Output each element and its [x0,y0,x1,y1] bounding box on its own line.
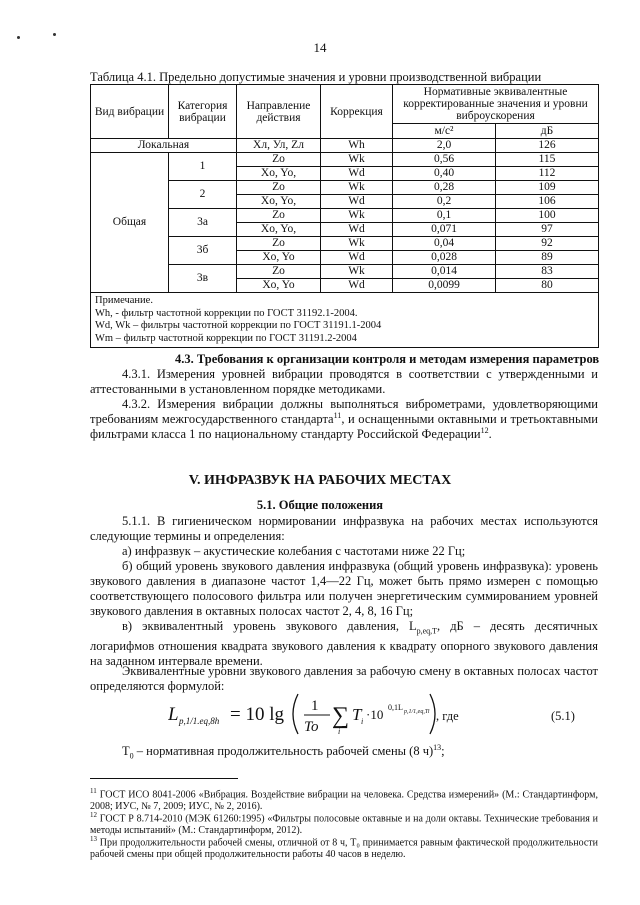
t0-pre: T [122,744,130,758]
svg-text:1: 1 [311,698,319,714]
svg-text:i: i [361,717,364,726]
footnote-13 [90,833,598,861]
scan-speck [53,33,56,36]
cell-correction: Wd [321,195,393,209]
svg-text:To: To [304,719,319,735]
page-number: 14 [313,40,327,55]
formula-suffix: , где [436,709,459,723]
cell-direction: Zo [237,209,321,223]
cell-db: 92 [496,237,599,251]
section-4-3-heading: 4.3. Требования к организации контроля и методам измерения параметров [175,352,600,366]
svg-text:p,1/1,eq,Ti: p,1/1,eq,Ti [404,709,430,715]
cell-ms: 0,028 [393,251,496,265]
svg-text:L: L [168,704,179,725]
footnote-separator [90,778,238,779]
cell-db: 97 [496,223,599,237]
note-line: Wh, - фильтр частотной коррекции по ГОСТ 31192.1-2004. [95,307,358,319]
paragraph-4-3-1: 4.3.1. Измерения уровней вибрации проводятся в соответствии с утвержденными и аттестованными в установленном порядке методиками. [90,367,598,396]
table-header-row [91,85,599,124]
cell-correction: Wk [321,237,393,251]
svg-text:i: i [338,727,341,736]
category-cell: 1 [169,153,237,181]
cell-db: 83 [496,265,599,279]
p432-text: 4.3.2. Измерения вибрации должны выполняться виброметрами, удовлетворяющими требованиям межгосударственного стандарта [90,397,598,426]
cell-ms: 0,2 [393,195,496,209]
footnote-ref-11: 11 [333,410,342,420]
category-cell: 3в [169,265,237,293]
cell-correction: Wk [321,265,393,279]
cell-correction: Wh [321,139,393,153]
footnote-12-text: ГОСТ Р 8.714-2010 (МЭК 61260:1995) «Фильтры полосовые октавные и на доли октавы. Технические требования и методы испытаний» (М.: Стандартинформ, 2012). [90,813,599,837]
cell-ms: 0,014 [393,265,496,279]
definition-b: б) общий уровень звукового давления инфразвука (общий уровень инфразвука): уровень звукового давления в диапазоне частот 1,4—22 Гц, может быть прямо измерен с помощью соответствующего полосового фильтра или получен энергетическим суммированием уровней звукового давления в октавных полосах частот 2, 4, 8, 16 Гц; [90,559,598,618]
footnote-ref-12: 12 [480,425,489,435]
cell-ms: 0,56 [393,153,496,167]
cell-correction: Wd [321,167,393,181]
cell-direction: Xo, Yo, [237,167,321,181]
paragraph-4-3-2 [90,397,598,442]
def-c-pre: в) эквивалентный уровень звукового давления, L [122,619,417,633]
formula-5-1 [168,690,468,738]
footnote-13-number: 13 [90,835,97,843]
t0-sub: 0 [129,751,134,761]
cell-ms: 0,1 [393,209,496,223]
section-5-1-heading: 5.1. Общие положения [256,498,384,512]
cell-direction: Zo [237,237,321,251]
cell-ms: 2,0 [393,139,496,153]
cell-db: 106 [496,195,599,209]
category-cell: 3а [169,209,237,237]
paragraph-5-1-1: 5.1.1. В гигиеническом нормировании инфразвука на рабочих местах используются следующие термины и определения: [90,514,598,543]
cell-correction: Wk [321,153,393,167]
footnote-13-text: При продолжительности рабочей смены, отличной от 8 ч, T₀ принимается равным фактической продолжительности рабочей смены при общей продолжительности работы 40 часов в неделю. [90,837,599,861]
cell-db: 112 [496,167,599,181]
cell-ms: 0,0099 [393,279,496,293]
p432-text2: , и оснащенными октавными и третьоктавными фильтрами класса 1 по национальному стандарту Российской Федерации [90,412,598,441]
svg-text:= 10 lg: = 10 lg [230,704,284,725]
section-v-heading: V. ИНФРАЗВУК НА РАБОЧИХ МЕСТАХ [188,473,452,488]
unit-ms: м/с² [393,124,496,139]
footnote-12-number: 12 [90,811,97,819]
def-c-post: , дБ – десять десятичных логарифмов отношения квадрата звукового давления к квадрату опорного звукового давления на заданном интервале времени. [90,619,598,668]
header-correction: Коррекция [321,85,393,139]
cell-db: 100 [496,209,599,223]
scan-speck [17,36,20,39]
cell-db: 89 [496,251,599,265]
cell-direction: Xo, Yo [237,251,321,265]
unit-db: дБ [496,124,599,139]
note-line: Wd, Wk – фильтры частотной коррекции по ГОСТ 31191.1-2004 [95,320,382,331]
local-type: Локальная [91,139,237,153]
p432-end: . [488,427,492,441]
cell-direction: Xo, Yo [237,279,321,293]
svg-text:T: T [352,705,362,724]
cell-db: 109 [496,181,599,195]
footnote-11-number: 11 [90,787,97,795]
table-notes-row [91,293,599,348]
svg-text:·10: ·10 [366,707,384,722]
cell-correction: Wd [321,279,393,293]
note-line: Wm – фильтр частотной коррекции по ГОСТ 31191.2-2004 [95,332,357,344]
cell-direction: Zo [237,181,321,195]
definition-c [90,619,598,669]
cell-correction: Wk [321,209,393,223]
def-c-sub: p,eq,T [416,626,438,636]
paragraph-equivalent-levels: Эквивалентные уровни звукового давления за рабочую смену в октавных полосах частот определяются формулой: [90,664,598,693]
cell-db: 126 [496,139,599,153]
cell-direction: Zo [237,153,321,167]
footnote-11-text: ГОСТ ИСО 8041-2006 «Вибрация. Воздействие вибрации на человека. Средства измерений» (М.: Стандартинформ, 2008; ИУС, № 7, 2009; ИУС, № 2, 2016). [90,789,598,813]
cell-ms: 0,28 [393,181,496,195]
vibration-table [90,84,599,348]
cell-ms: 0,40 [393,167,496,181]
header-normative: Нормативные эквивалентные корректированные значения и уровни виброускорения [393,85,599,124]
svg-text:p,1/1.eq,8h: p,1/1.eq,8h [179,716,220,726]
formula-number: (5.1) [551,709,575,723]
header-type: Вид вибрации [91,85,169,139]
t0-post: – нормативная продолжительность рабочей смены (8 ч) [133,744,434,758]
cell-db: 80 [496,279,599,293]
definition-a: а) инфразвук – акустические колебания с частотами ниже 22 Гц; [122,544,466,558]
cell-direction: Xo, Yo, [237,195,321,209]
cell-direction: Хл, Ул, Zл [237,139,321,153]
cell-correction: Wd [321,223,393,237]
header-direction: Направление действия [237,85,321,139]
cell-correction: Wd [321,251,393,265]
note-title: Примечание. [95,295,153,306]
cell-ms: 0,071 [393,223,496,237]
table-row [91,153,599,167]
header-category: Категория вибрации [169,85,237,139]
category-cell: 2 [169,181,237,209]
svg-text:∑: ∑ [332,703,350,729]
table-row [91,139,599,153]
footnote-ref-13: 13 [433,742,442,752]
category-cell: 3б [169,237,237,265]
general-type: Общая [91,153,169,293]
table-notes [91,293,599,348]
t0-end: ; [441,744,445,758]
svg-text:0,1L: 0,1L [388,703,403,712]
t0-definition [90,744,598,764]
cell-correction: Wk [321,181,393,195]
cell-db: 115 [496,153,599,167]
table-caption: Таблица 4.1. Предельно допустимые значения и уровни производственной вибрации [90,70,542,84]
cell-direction: Xo, Yo, [237,223,321,237]
cell-ms: 0,04 [393,237,496,251]
cell-direction: Zo [237,265,321,279]
